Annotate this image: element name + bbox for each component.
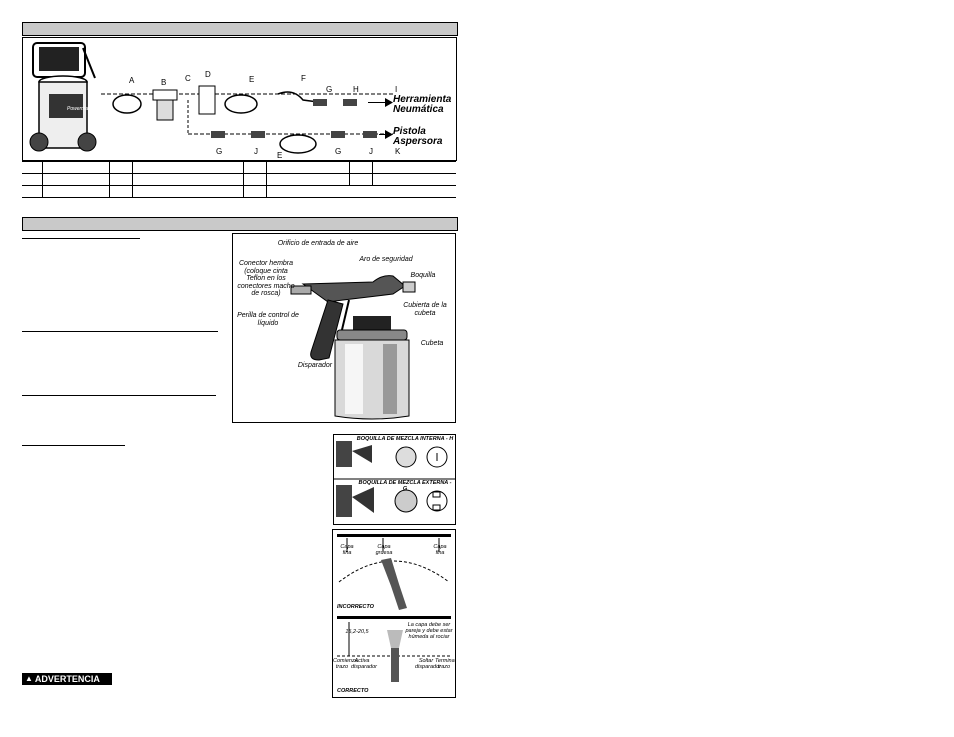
callout-cup: Cubeta [420,340,444,347]
spray-gun-label: Pistola Aspersora [393,126,443,147]
label-distance: 15,2-20,5 [345,629,369,635]
letter-g-lower-2: G [335,147,342,156]
heading-rule-4 [22,445,125,446]
compressor-brand-text: Powermate [67,106,93,112]
warning-badge [22,673,112,685]
label-thick-coat: Capa gruesa [375,544,393,556]
letter-b: B [161,78,167,87]
label-trigger-off: Soltar disparador [415,658,441,670]
section-header-bar-1 [22,22,458,36]
spray-technique-figure [332,529,456,698]
external-nozzle-caption: BOQUILLA DE MEZCLA EXTERNA - G [358,480,452,492]
spray-gun-figure [232,233,456,423]
arrow-to-tool [368,98,393,107]
letter-g-lower: G [216,147,223,156]
callout-air-inlet: Orificio de entrada de aire [277,240,359,247]
parts-table [22,161,456,198]
letter-j-lower: J [369,147,373,156]
warning-text: ADVERTENCIA [34,674,100,684]
letter-g: G [326,85,333,94]
plug-h [343,99,357,106]
letter-i: I [395,85,398,94]
hose-coil-e [225,95,257,113]
air-system-drawing [23,38,456,160]
coupler-g [313,99,327,106]
callout-fluid-knob: Perilla de control de líquido [237,312,299,327]
letter-c: C [185,74,191,83]
compressor-illustration [30,43,96,151]
label-trigger-on: Activa disparador [351,658,377,670]
letter-k: K [395,147,401,156]
label-thin-coat-left: Capa fina [340,544,354,556]
air-system-diagram [22,37,457,161]
hose-coil-a [113,95,141,113]
label-start-stroke: Comienza trazo [333,658,358,670]
table-row [22,174,456,186]
callout-female-connector: Conector hembra (coloque cinta Teflon en los conectores macho de rosca) [237,260,295,297]
callout-safety-ring: Aro de seguridad [359,256,413,263]
label-end-stroke: Termina trazo [435,658,455,670]
letter-h: H [353,85,359,94]
label-thin-coat-right: Capa fina [433,544,447,556]
tool-label: Herramienta Neumática [393,94,452,115]
callout-trigger: Disparador [297,362,333,369]
letter-j: J [254,147,258,156]
label-correct: CORRECTO [337,688,369,694]
heading-rule-3 [22,395,216,396]
callout-cup-cover: Cubierta de la cubeta [403,302,447,317]
letter-e-lower: E [277,151,283,160]
arrow-to-spray [379,130,393,139]
filter-d [199,86,215,114]
label-incorrect: INCORRECTO [337,604,374,610]
heading-rule-2 [22,331,218,332]
table-row [22,186,456,198]
callout-nozzle: Boquilla [410,272,436,279]
label-even-coat: La capa debe ser pareja y debe estar húmeda al rociar [405,622,453,640]
regulator-b [153,90,177,100]
section-header-bar-2 [22,217,458,231]
table-row [22,162,456,174]
heading-rule-1 [22,238,140,239]
nozzle-figure [333,434,456,525]
letter-e: E [249,75,255,84]
warning-triangle-icon: ▲ [25,674,33,683]
letter-f: F [301,74,306,83]
internal-nozzle-caption: BOQUILLA DE MEZCLA INTERNA - H [356,436,454,442]
letter-d: D [205,70,211,79]
letter-a: A [129,76,135,85]
